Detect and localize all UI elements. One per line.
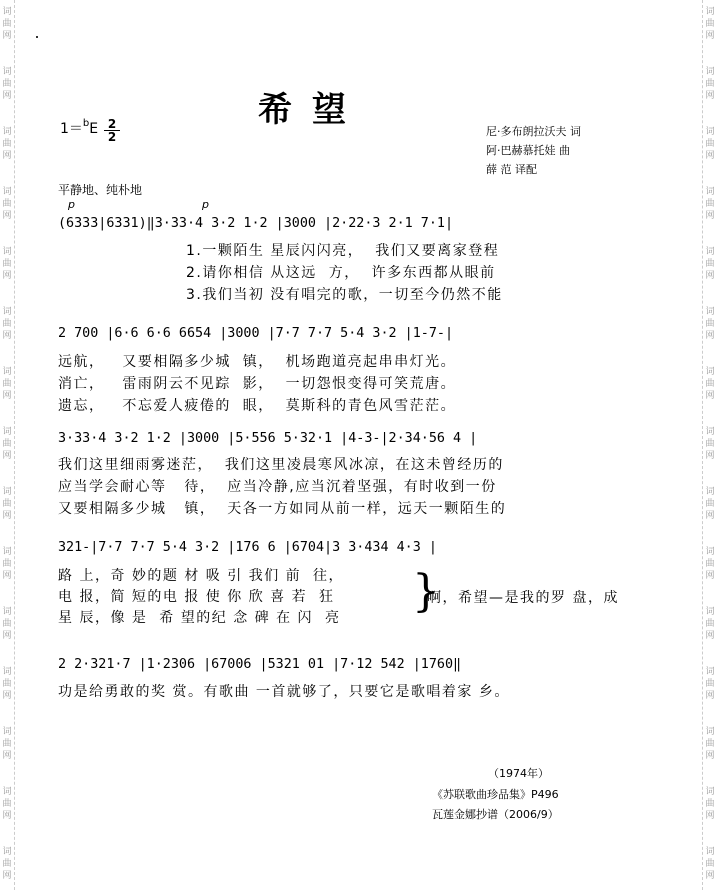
watermark-mark: 词 曲 网 bbox=[705, 667, 715, 701]
song-title: 希望 bbox=[258, 90, 366, 130]
lyricist-credit: 尼·多布朗拉沃夫 词 bbox=[486, 125, 581, 138]
music-line-3: 3·33·4 3·2 1·2 |3000 |5·556 5·32·1 |4-3-|2·34·56 4 | bbox=[58, 431, 478, 446]
watermark-mark: 词 曲 网 bbox=[2, 547, 12, 581]
key-note: E bbox=[89, 121, 99, 137]
music-line-4: 321-|7·7 7·7 5·4 3·2 |176 6 |6704|3 3·434 4·3 | bbox=[58, 540, 437, 555]
music-line-1: (6333|6331)‖3·33·4 3·2 1·2 |3000 |2·22·3 2·1 7·1| bbox=[58, 216, 454, 231]
lyric-line: 应当学会耐心等 待， 应当冷静,应当沉着坚强，有时收到一份 bbox=[58, 479, 497, 495]
watermark-mark: 词 曲 网 bbox=[705, 127, 715, 161]
watermark-mark: 词 曲 网 bbox=[2, 427, 12, 461]
lyric-line: 我们这里细雨雾迷茫， 我们这里凌晨寒风冰凉，在这未曾经历的 bbox=[58, 457, 504, 473]
refrain-lyric: 啊，希望—是我的罗 盘，成 bbox=[427, 590, 619, 606]
watermark-mark: 词 曲 网 bbox=[2, 307, 12, 341]
watermark-mark: 词 曲 网 bbox=[2, 727, 12, 761]
music-line-2: 2 700 |6·6 6·6 6654 |3000 |7·7 7·7 5·4 3·2 |1-7-| bbox=[58, 326, 454, 341]
lyric-line: 遗忘， 不忘爱人疲倦的 眼， 莫斯科的青色风雪茫茫。 bbox=[58, 398, 457, 414]
time-bottom: 2 bbox=[107, 130, 117, 144]
verse-brace: } bbox=[412, 566, 440, 617]
lyric-line: 2.请你相信 从这远 方， 许多东西都从眼前 bbox=[186, 265, 496, 281]
watermark-mark: 词 曲 网 bbox=[2, 367, 12, 401]
translator-credit: 薛 范 译配 bbox=[486, 163, 537, 176]
lyric-line: 电 报，简 短的电 报 使 你 欣 喜 若 狂 bbox=[58, 589, 335, 605]
watermark-mark: 词 曲 网 bbox=[705, 67, 715, 101]
source-note: 《苏联歌曲珍品集》P496 bbox=[432, 788, 559, 801]
credits bbox=[486, 122, 581, 179]
watermark-mark: 词 曲 网 bbox=[2, 847, 12, 881]
lyric-line: 消亡， 雷雨阴云不见踪 影， 一切怨恨变得可笑荒唐。 bbox=[58, 376, 457, 392]
lyric-line: 路 上，奇 妙的题 材 吸 引 我们 前 往， bbox=[58, 568, 345, 584]
watermark-mark: 词 曲 网 bbox=[2, 607, 12, 641]
left-watermark-strip bbox=[0, 0, 15, 890]
watermark-mark: 词 曲 网 bbox=[705, 847, 715, 881]
watermark-mark: 词 曲 网 bbox=[2, 187, 12, 221]
watermark-mark: 词 曲 网 bbox=[705, 487, 715, 521]
lyric-line: 又要相隔多少城 镇， 天各一方如同从前一样，远天一颗陌生的 bbox=[58, 501, 507, 517]
transcriber-note: 瓦莲金娜抄谱（2006/9） bbox=[432, 808, 559, 821]
lyric-line: 3.我们当初 没有唱完的歌，一切至今仍然不能 bbox=[186, 287, 503, 303]
watermark-mark: 词 曲 网 bbox=[2, 247, 12, 281]
watermark-mark: 词 曲 网 bbox=[705, 547, 715, 581]
time-signature bbox=[104, 118, 120, 143]
year-note: （1974年） bbox=[488, 767, 549, 780]
right-watermark-strip bbox=[702, 0, 717, 890]
lyric-line: 1.一颗陌生 星辰闪闪亮， 我们又要离家登程 bbox=[186, 243, 500, 259]
flat-sign: b bbox=[82, 118, 90, 129]
stray-dot bbox=[36, 36, 38, 38]
lyric-line: 远航， 又要相隔多少城 镇， 机场跑道亮起串串灯光。 bbox=[58, 354, 457, 370]
watermark-mark: 词 曲 网 bbox=[705, 7, 715, 41]
watermark-mark: 词 曲 网 bbox=[2, 487, 12, 521]
watermark-mark: 词 曲 网 bbox=[705, 367, 715, 401]
watermark-mark: 词 曲 网 bbox=[2, 787, 12, 821]
dynamic-mark: p bbox=[68, 198, 75, 211]
watermark-mark: 词 曲 网 bbox=[2, 7, 12, 41]
watermark-mark: 词 曲 网 bbox=[705, 247, 715, 281]
watermark-mark: 词 曲 网 bbox=[705, 787, 715, 821]
time-top: 2 bbox=[104, 118, 120, 131]
key-prefix: 1＝ bbox=[60, 121, 83, 137]
watermark-mark: 词 曲 网 bbox=[2, 667, 12, 701]
watermark-mark: 词 曲 网 bbox=[705, 607, 715, 641]
watermark-mark: 词 曲 网 bbox=[705, 427, 715, 461]
dynamic-mark: p bbox=[202, 198, 209, 211]
tempo-marking: 平静地、纯朴地 bbox=[58, 183, 143, 197]
composer-credit: 阿·巴赫慕托娃 曲 bbox=[486, 144, 570, 157]
watermark-mark: 词 曲 网 bbox=[705, 727, 715, 761]
lyric-line: 星 辰，像 是 希 望的纪 念 碑 在 闪 亮 bbox=[58, 610, 341, 626]
lyric-line: 功是给勇敢的奖 赏。有歌曲 一首就够了，只要它是歌唱着家 乡。 bbox=[58, 684, 510, 700]
watermark-mark: 词 曲 网 bbox=[705, 307, 715, 341]
watermark-mark: 词 曲 网 bbox=[2, 127, 12, 161]
music-line-5: 2 2·321·7 |1·2306 |67006 |5321 01 |7·12 542 |1760‖ bbox=[58, 657, 462, 672]
watermark-mark: 词 曲 网 bbox=[705, 187, 715, 221]
key-signature bbox=[60, 118, 98, 138]
watermark-mark: 词 曲 网 bbox=[2, 67, 12, 101]
